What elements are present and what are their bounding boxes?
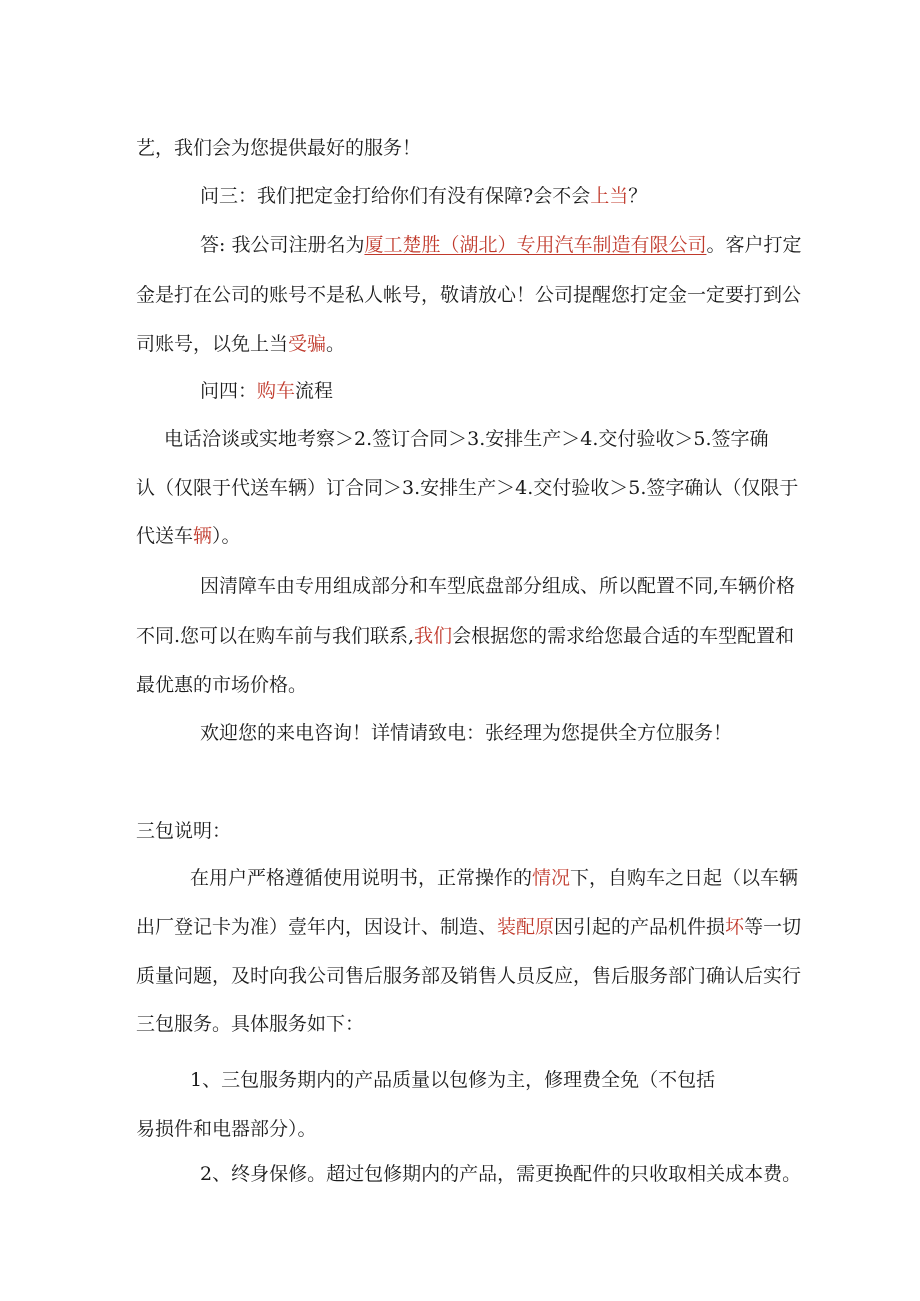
highlight-text: 我们 (414, 625, 453, 647)
warranty-item-2-line-1: 2、终身保修。超过包修期内的产品，需更换配件的只收取相关成本费。 (200, 1163, 802, 1185)
highlight-text: 受骗 (288, 333, 327, 355)
price-paragraph-line-1: 因清障车由专用组成部分和车型底盘部分组成、所以配置不同,车辆价格 (200, 575, 796, 597)
highlight-text: 上当 (590, 185, 629, 207)
question-three: 问三：我们把定金打给你们有没有保障?会不会上当？ (200, 185, 648, 207)
warranty-paragraph-line-2: 出厂登记卡为准）壹年内，因设计、制造、装配原因引起的产品机件损坏等一切 (136, 916, 802, 938)
answer-three-line-3: 司账号，以免上当受骗。 (136, 333, 346, 355)
warranty-item-1-line-1: 1、三包服务期内的产品质量以包修为主，修理费全免（不包括 (190, 1069, 716, 1091)
price-paragraph-line-2: 不同.您可以在购车前与我们联系,我们会根据您的需求给您最合适的车型配置和 (136, 625, 795, 647)
service-closing-line: 艺，我们会为您提供最好的服务！ (136, 137, 422, 159)
purchase-flow-line-3: 代送车辆）。 (136, 525, 241, 547)
welcome-line: 欢迎您的来电咨询！详情请致电：张经理为您提供全方位服务！ (200, 722, 733, 744)
answer-three-line-1: 答: 我公司注册名为厦工楚胜（湖北）专用汽车制造有限公司。客户打定 (200, 234, 802, 256)
highlight-text: 情况 (532, 867, 571, 889)
highlight-text: 辆 (193, 525, 213, 547)
company-name-link[interactable]: 厦工楚胜（湖北）专用汽车制造有限公司 (364, 234, 707, 256)
warranty-paragraph-line-4: 三包服务。具体服务如下： (136, 1013, 365, 1035)
highlight-text: 购车 (257, 380, 296, 402)
price-paragraph-line-3: 最优惠的市场价格。 (136, 674, 308, 696)
answer-three-line-2: 金是打在公司的账号不是私人帐号，敬请放心！公司提醒您打定金一定要打到公 (136, 284, 802, 306)
warranty-item-1-line-2: 易损件和电器部分）。 (136, 1118, 317, 1140)
highlight-text: 装配原 (497, 916, 555, 938)
warranty-heading: 三包说明： (136, 820, 232, 842)
warranty-paragraph-line-3: 质量问题，及时向我公司售后服务部及销售人员反应，售后服务部门确认后实行 (136, 965, 802, 987)
highlight-text: 坏 (725, 916, 745, 938)
warranty-paragraph-line-1: 在用户严格遵循使用说明书，正常操作的情况下，自购车之日起（以车辆 (190, 867, 799, 889)
purchase-flow-line-1: 电话洽谈或实地考察＞2.签订合同＞3.安排生产＞4.交付验收＞5.签字确 (164, 428, 769, 450)
purchase-flow-line-2: 认（仅限于代送车辆）订合同＞3.安排生产＞4.交付验收＞5.签字确认（仅限于 (136, 477, 799, 499)
question-four: 问四：购车流程 (200, 380, 334, 402)
